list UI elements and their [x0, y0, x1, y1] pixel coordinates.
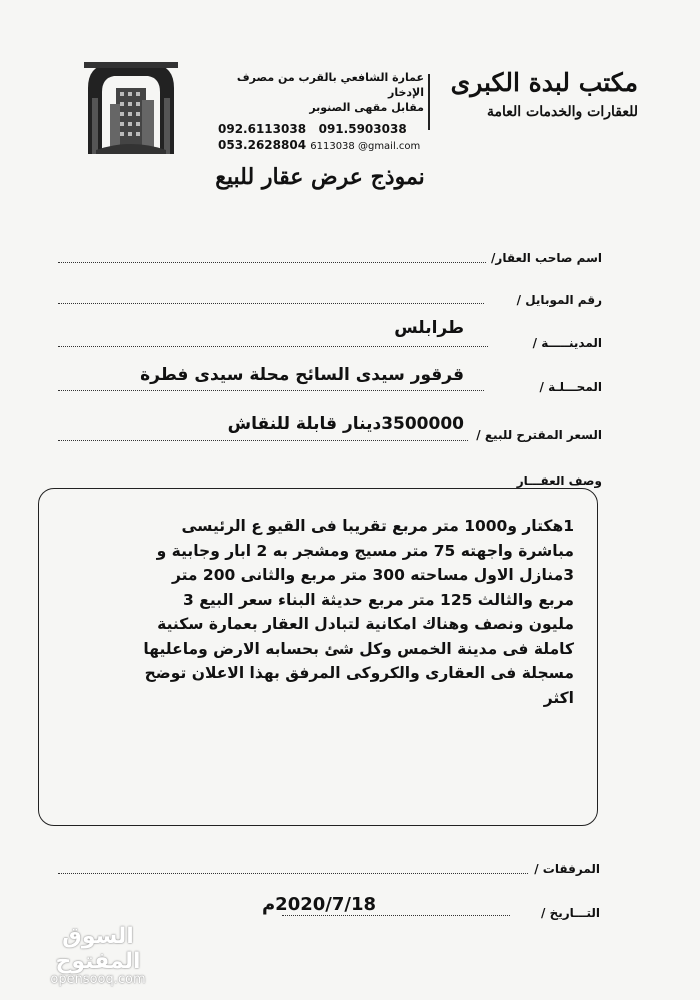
phone-3: 053.2628804 [218, 138, 307, 152]
city-value: طرابلس [394, 318, 464, 338]
office-block [428, 68, 638, 120]
header-divider [428, 74, 430, 130]
description-label: وصف العقـــار [516, 474, 602, 488]
form-title: نموذج عرض عقار للبيع [215, 164, 425, 190]
price-label: السعر المقترح للبيع / [476, 428, 602, 442]
owner-label: اسم صاحب العقار/ [491, 251, 602, 265]
city-label: المدينـــــة / [532, 336, 602, 350]
description-text [60, 514, 574, 710]
date-value: 2020/7/18م [261, 894, 376, 915]
watermark-latin: opensooq.com [50, 972, 146, 987]
date-field-line [282, 915, 510, 916]
phone-1: 092.6113038 [218, 122, 307, 136]
description-line: مربع والثالث 125 متر مربع حديثة البناء سعر البيع 3 [183, 590, 574, 609]
opensooq-watermark [18, 924, 178, 987]
mobile-field-line [58, 303, 484, 304]
address-line-1: عمارة الشافعي بالقرب من مصرف الإدخار [236, 71, 424, 99]
mobile-label: رقم الموبايل / [516, 293, 602, 307]
watermark-arabic: السوق المفتوح [55, 924, 141, 974]
arch-building-logo-icon [82, 58, 180, 158]
email: 6113038 @gmail.com [310, 141, 421, 152]
description-line: 3منازل الاول مساحته 300 متر مربع والثانى 200 متر [171, 566, 574, 584]
price-value: 3500000دينار قابلة للنقاش [227, 414, 464, 434]
description-line: مسجلة فى العقارى والكروكى المرفق بهذا الاعلان توضح [144, 664, 574, 682]
office-subtitle: للعقارات والخدمات العامة [486, 104, 638, 120]
description-line: كاملة فى مدينة الخمس وكل شئ بحسابه الارض وماعليها [143, 639, 574, 658]
area-label: المحـــلـة / [539, 380, 602, 394]
description-line: مليون ونصف وهناك امكانية لتبادل العقار بعمارة سكنية [157, 615, 574, 633]
area-field-line [58, 390, 484, 391]
description-line: اكثر [543, 688, 574, 707]
attachments-label: المرفقات / [534, 862, 600, 876]
office-name: مكتب لبدة الكبرى [450, 68, 638, 97]
phone-2: 091.5903038 [318, 122, 407, 136]
description-line: مباشرة واجهته 75 متر مسيج ومشجر به 2 ابار وجابية و [156, 541, 574, 560]
attachments-field-line [58, 873, 528, 874]
owner-field-line [58, 262, 486, 263]
date-label: التـــاريخ / [541, 906, 600, 920]
area-value: قرقور سيدى السائح محلة سيدى فطرة [140, 365, 464, 385]
address-line-2: مقابل مقهى الصنوبر [309, 101, 424, 114]
city-field-line [58, 346, 488, 347]
description-line: 1هكتار و1000 متر مربع تقريبا فى القيو ع الرئيسى [181, 517, 574, 535]
contact-block [218, 70, 424, 155]
price-field-line [58, 440, 468, 441]
phone-numbers [218, 121, 424, 155]
